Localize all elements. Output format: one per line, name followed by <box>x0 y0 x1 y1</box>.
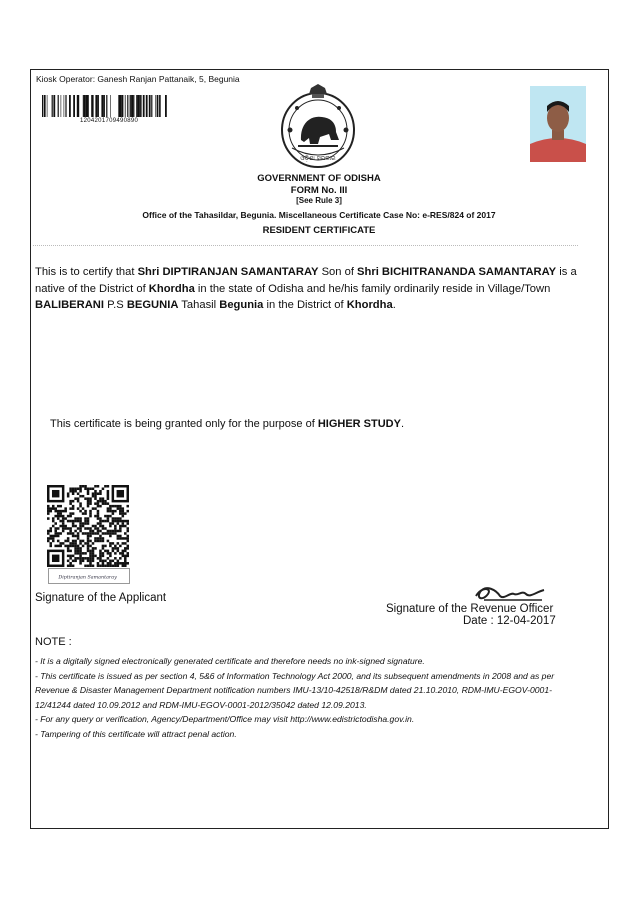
applicant-name: Shri DIPTIRANJAN SAMANTARAY <box>137 266 319 278</box>
rule-reference: [See Rule 3] <box>296 196 342 205</box>
office-case-number: Office of the Tahasildar, Begunia. Miscellaneous Certificate Case No: e-RES/824 of 2017 <box>142 210 496 220</box>
purpose-statement: This certificate is being granted only for the purpose of HIGHER STUDY. <box>50 418 405 430</box>
police-station: BEGUNIA <box>126 299 179 311</box>
tahasil: Begunia <box>219 299 264 311</box>
notes-list <box>35 654 580 741</box>
note-item: - It is a digitally signed electronically generated certificate and therefore needs no ink-signed signature. <box>35 656 425 666</box>
barcode <box>42 95 167 117</box>
divider <box>33 245 578 246</box>
applicant-signature-box <box>48 568 130 584</box>
district: Khordha <box>148 282 195 295</box>
government-heading: GOVERNMENT OF ODISHA <box>257 173 381 184</box>
qr-code <box>47 485 129 567</box>
applicant-signature-label: Signature of the Applicant <box>35 592 167 604</box>
kiosk-operator: Kiosk Operator: Ganesh Ranjan Pattanaik, 5, Begunia <box>36 74 240 84</box>
certificate-body: This is to certify that Shri DIPTIRANJAN SAMANTARAY Son of Shri BICHITRANANDA SAMANTARAY is a native of the District of Khordha in the state of Odisha and he/his family ordinarily reside in Village/Town BALIBERANI P.S BEGUNIA Tahasil Begunia in the District of Khordha. <box>35 266 577 311</box>
odisha-emblem-icon <box>276 82 360 172</box>
barcode-number: 1204201709490890 <box>80 118 139 124</box>
note-label: NOTE : <box>35 636 72 648</box>
purpose-value: HIGHER STUDY <box>317 418 401 430</box>
village: BALIBERANI <box>35 299 104 311</box>
note-item: - This certificate is issued as per section 4, 5&6 of Information Technology Act 2000, and its subsequent amendments in 2008 and as per Revenue & Disaster Management Department notification numbers IMU-13/10-42518/R&DM dated 21.10.2010, RDM-IMU-EGOV-0001-12/41244 dated 10.09.2012 and RDM-IMU-EGOV-0001-2012/35042 dated 12.09.2013. <box>35 670 555 710</box>
issue-date: Date : 12-04-2017 <box>463 615 556 627</box>
svg-text:ଓଡ଼ିଶା ସରକାର: ଓଡ଼ିଶା ସରକାର <box>300 155 336 162</box>
father-name: Shri BICHITRANANDA SAMANTARAY <box>357 266 557 278</box>
district-2: Khordha <box>346 299 393 311</box>
svg-text:Diptiranjan Samantaray: Diptiranjan Samantaray <box>58 575 117 581</box>
applicant-photo <box>530 86 586 162</box>
certificate-title: RESIDENT CERTIFICATE <box>262 225 376 236</box>
form-number: FORM No. III <box>290 185 348 196</box>
note-item: - For any query or verification, Agency/Department/Office may visit http://www.edistrictodisha.gov.in. <box>35 714 415 724</box>
note-item: - Tampering of this certificate will attract penal action. <box>35 728 237 739</box>
officer-signature-label: Signature of the Revenue Officer <box>386 603 554 615</box>
